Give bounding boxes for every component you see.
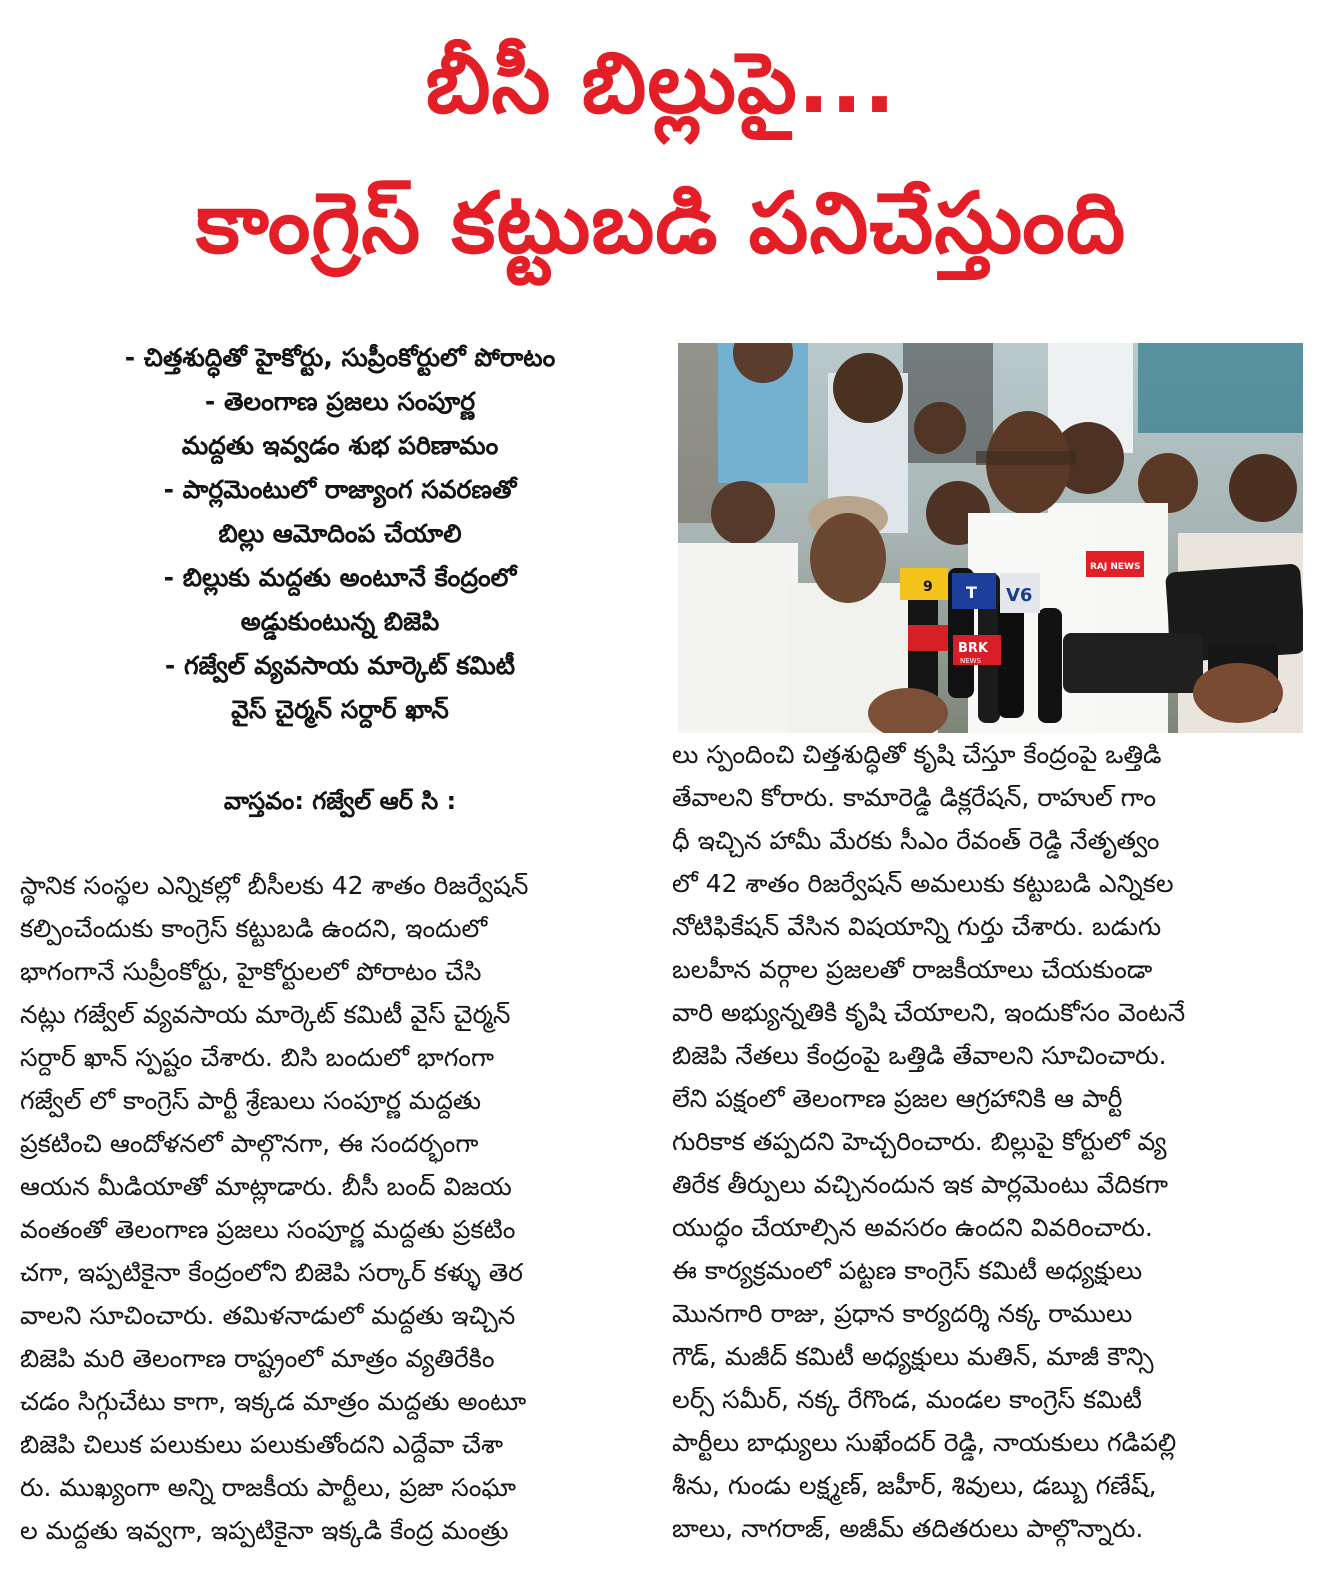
headline-line-2: కాంగ్రెస్ కట్టుబడి పనిచేస్తుంది [195,174,1127,272]
mic-label: V6 [1006,585,1033,606]
headline-line-1: బీసీ బిల్లుపై... [425,34,897,132]
highlight-line: బిల్లు ఆమోదింప చేయాలి [218,519,462,548]
article-line: తిరేక తీర్పులు వచ్చినందున ఇక పార్లమెంటు వేదికగా [672,1170,1169,1199]
article-line: గౌడ్, మజీద్ కమిటీ అధ్యక్షులు మతిన్, మాజీ కౌన్సి [672,1342,1154,1371]
article-line: ఈ కార్యక్రమంలో పట్టణ కాంగ్రెస్ కమిటీ అధ్యక్షులు [672,1256,1143,1285]
article-line: స్థానిక సంస్థల ఎన్నికల్లో బీసీలకు 42 శాతం రిజర్వేషన్ [20,871,529,900]
article-line: వారి అభ్యున్నతికి కృషి చేయాలని, ఇందుకోసం వెంటనే [672,998,1186,1027]
highlights-list [40,336,640,732]
article-line: శీను, గుండు లక్ష్మణ్, జహీర్, శివులు, డబ్బు గణేష్, [672,1471,1157,1500]
mic-label: T [966,583,977,602]
highlight-line: - గజ్వేల్ వ్యవసాయ మార్కెట్ కమిటీ [164,651,516,680]
article-line: పార్టీలు బాధ్యులు సుఖేందర్ రెడ్డి, నాయకులు గడిపల్లి [672,1428,1177,1457]
article-line: వాలని సూచించారు. తమిళనాడులో మద్దతు ఇచ్చిన [20,1301,516,1330]
highlight-line: - బిల్లుకు మద్దతు అంటూనే కేంద్రంలో [163,563,517,592]
highlight-line: మద్దతు ఇవ్వడం శుభ పరిణామం [181,431,499,460]
article-line: బిజెపి నేతలు కేంద్రంపై ఒత్తిడి తేవాలని సూచించారు. [672,1041,1167,1070]
mic-label: 9 [923,579,933,595]
article-line: నోటిఫికేషన్ వేసిన విషయాన్ని గుర్తు చేశారు. బడుగు [672,912,1162,941]
article-line: ఆయన మీడియాతో మాట్లాడారు. బీసీ బంద్ విజయ [20,1172,512,1201]
article-line: సర్దార్ ఖాన్ స్పష్టం చేశారు. బిసి బందులో భాగంగా [20,1043,494,1072]
article-line: బాలు, నాగరాజ్, అజీమ్ తదితరులు పాల్గొన్నారు. [672,1514,1144,1543]
article-line: గజ్వేల్ లో కాంగ్రెస్ పార్టీ శ్రేణులు సంపూర్ణ మద్దతు [20,1086,482,1115]
article-line: బిజెపి చిలుక పలుకులు పలుకుతోందని ఎద్దేవా చేశా [20,1430,504,1459]
press-meet-photo [678,343,1303,733]
article-line: గురికాక తప్పదని హెచ్చరించారు. బిల్లుపై కోర్టులో వ్య [672,1127,1167,1156]
article-line: ల మద్దతు ఇవ్వగా, ఇప్పటికైనా ఇక్కడి కేంద్ర మంత్రు [20,1516,509,1545]
article-line: కల్పించేందుకు కాంగ్రెస్ కట్టుబడి ఉందని, ఇందులో [20,914,488,943]
highlight-line: వైస్ చైర్మన్ సర్దార్ ఖాన్ [231,695,449,724]
highlight-line: - తెలంగాణ ప్రజలు సంపూర్ణ [204,387,476,416]
article-line: నట్లు గజ్వేల్ వ్యవసాయ మార్కెట్ కమిటీ వైస్ చైర్మన్ [20,1000,511,1029]
dateline: వాస్తవం: గజ్వేల్ ఆర్ సి : [223,787,457,815]
article-line: బిజెపి మరి తెలంగాణ రాష్ట్రంలో మాత్రం వ్యతిరేకిం [20,1344,495,1373]
article-line: ధీ ఇచ్చిన హామీ మేరకు సీఎం రేవంత్ రెడ్డి నేతృత్వం [672,826,1160,855]
article-column-left [20,864,640,1552]
article-line: లో 42 శాతం రిజర్వేషన్ అమలుకు కట్టుబడి ఎన్నికల [672,869,1174,898]
news-photo [678,343,1303,733]
article-line: బలహీన వర్గాల ప్రజలతో రాజకీయాలు చేయకుండా [672,955,1153,984]
highlight-line: - చిత్తశుద్ధితో హైకోర్టు, సుప్రీంకోర్టులో పోరాటం [124,343,556,372]
article-line: చడం సిగ్గుచేటు కాగా, ఇక్కడ మాత్రం మద్దతు అంటూ [20,1387,527,1416]
article-line: ప్రకటించి ఆందోళనలో పాల్గొనగా, ఈ సందర్భంగా [20,1129,479,1158]
article-line: రు. ముఖ్యంగా అన్ని రాజకీయ పార్టీలు, ప్రజా సంఘా [20,1473,516,1502]
article-line: లేని పక్షంలో తెలంగాణ ప్రజల ఆగ్రహానికి ఆ పార్టీ [672,1084,1123,1113]
article-line: లర్స్ సమీర్, నక్క రేగొండ, మండల కాంగ్రెస్ కమిటీ [672,1385,1142,1414]
highlight-line: అడ్డుకుంటున్న బిజెపి [240,607,440,636]
article-line: తేవాలని కోరారు. కామారెడ్డి డిక్లరేషన్, రాహుల్ గాం [672,783,1157,812]
article-line: లు స్పందించి చిత్తశుద్ధితో కృషి చేస్తూ కేంద్రంపై ఒత్తిడి [672,740,1162,769]
mic-label: NEWS [960,657,982,665]
article-line: మొనగారి రాజు, ప్రధాన కార్యదర్శి నక్క రాములు [672,1299,1133,1328]
mic-label: BRK [958,641,988,656]
highlight-line: - పార్లమెంటులో రాజ్యాంగ సవరణతో [163,475,517,504]
article-column-right [672,733,1302,1550]
article-line: భాగంగానే సుప్రీంకోర్టు, హైకోర్టులలో పోరాటం చేసి [20,957,482,986]
article-line: యుద్ధం చేయాల్సిన అవసరం ఉందని వివరించారు. [672,1213,1153,1242]
article-line: వంతంతో తెలంగాణ ప్రజలు సంపూర్ణ మద్దతు ప్రకటిం [20,1215,516,1244]
article-line: చగా, ఇప్పటికైనా కేంద్రంలోని బిజెపి సర్కార్ కళ్ళు తెర [20,1258,524,1287]
mic-label: RAJ NEWS [1090,562,1141,572]
